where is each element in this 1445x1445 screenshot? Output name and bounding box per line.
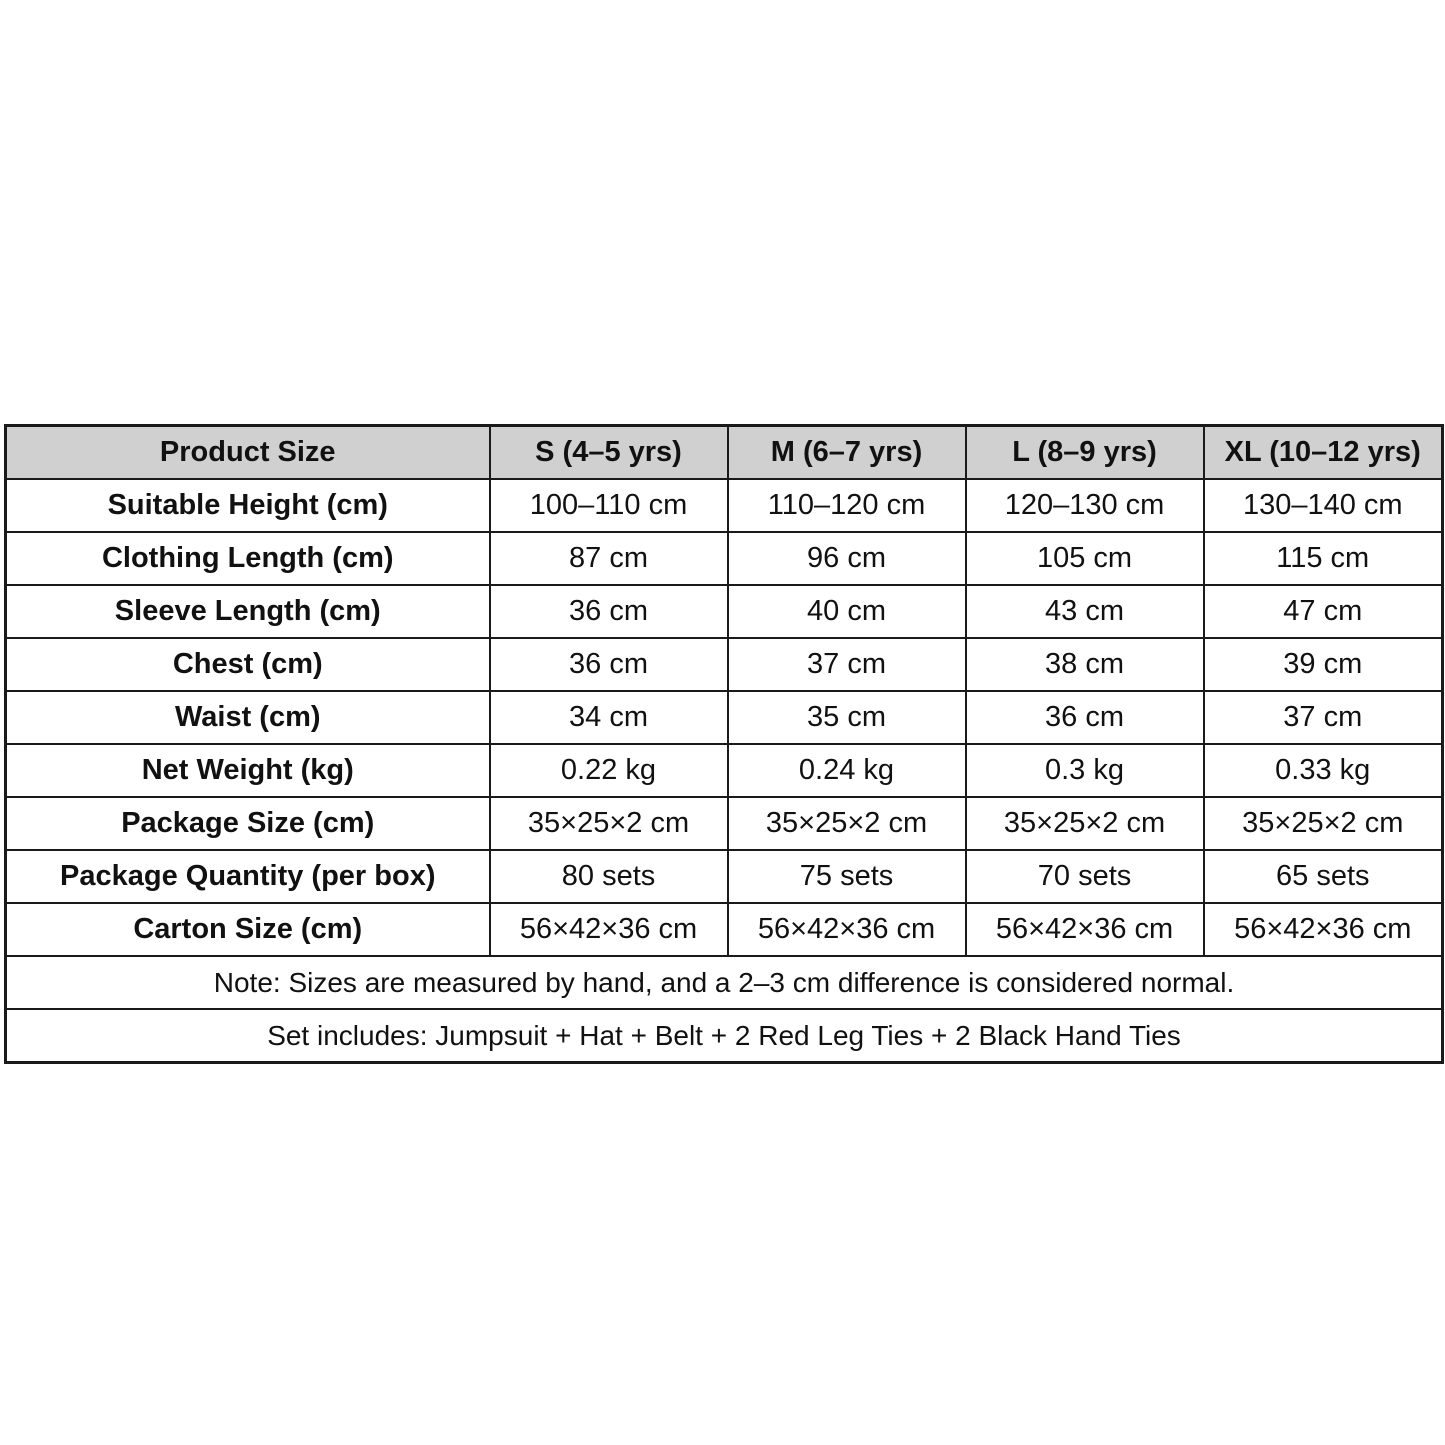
table-row: [6, 479, 1443, 532]
row-label: Package Quantity (per box): [6, 850, 490, 903]
table-cell: 115 cm: [1204, 532, 1443, 585]
table-cell: 120–130 cm: [966, 479, 1204, 532]
row-label: Carton Size (cm): [6, 903, 490, 956]
table-cell: 35×25×2 cm: [966, 797, 1204, 850]
header-row: [6, 426, 1443, 480]
table-cell: 47 cm: [1204, 585, 1443, 638]
table-cell: 37 cm: [1204, 691, 1443, 744]
row-label: Chest (cm): [6, 638, 490, 691]
table-cell: 70 sets: [966, 850, 1204, 903]
table-cell: 0.33 kg: [1204, 744, 1443, 797]
table-cell: 96 cm: [728, 532, 966, 585]
table-cell: 36 cm: [490, 585, 728, 638]
table-cell: 56×42×36 cm: [1204, 903, 1443, 956]
table-cell: 110–120 cm: [728, 479, 966, 532]
size-chart-header: [6, 426, 1443, 480]
table-cell: 100–110 cm: [490, 479, 728, 532]
table-cell: 37 cm: [728, 638, 966, 691]
includes-row: [6, 1009, 1443, 1063]
table-row: [6, 691, 1443, 744]
table-cell: 56×42×36 cm: [966, 903, 1204, 956]
table-cell: 130–140 cm: [1204, 479, 1443, 532]
table-cell: 35×25×2 cm: [490, 797, 728, 850]
table-row: [6, 532, 1443, 585]
table-cell: 0.3 kg: [966, 744, 1204, 797]
table-row: [6, 744, 1443, 797]
table-cell: 35 cm: [728, 691, 966, 744]
size-chart-table: [4, 424, 1444, 1064]
header-size-m: M (6–7 yrs): [728, 426, 966, 480]
row-label: Net Weight (kg): [6, 744, 490, 797]
table-row: [6, 585, 1443, 638]
table-row: [6, 903, 1443, 956]
table-cell: 65 sets: [1204, 850, 1443, 903]
table-cell: 75 sets: [728, 850, 966, 903]
note-row: [6, 956, 1443, 1009]
table-cell: 38 cm: [966, 638, 1204, 691]
table-cell: 35×25×2 cm: [1204, 797, 1443, 850]
table-cell: 43 cm: [966, 585, 1204, 638]
table-cell: 87 cm: [490, 532, 728, 585]
row-label: Waist (cm): [6, 691, 490, 744]
header-size-s: S (4–5 yrs): [490, 426, 728, 480]
table-row: [6, 850, 1443, 903]
row-label: Package Size (cm): [6, 797, 490, 850]
table-row: [6, 638, 1443, 691]
table-cell: 56×42×36 cm: [728, 903, 966, 956]
table-cell: 56×42×36 cm: [490, 903, 728, 956]
header-size-l: L (8–9 yrs): [966, 426, 1204, 480]
table-cell: 36 cm: [490, 638, 728, 691]
row-label: Suitable Height (cm): [6, 479, 490, 532]
row-label: Clothing Length (cm): [6, 532, 490, 585]
table-cell: 105 cm: [966, 532, 1204, 585]
table-cell: 0.22 kg: [490, 744, 728, 797]
table-row: [6, 797, 1443, 850]
size-chart-body: [6, 479, 1443, 1063]
table-cell: 34 cm: [490, 691, 728, 744]
table-cell: 80 sets: [490, 850, 728, 903]
table-cell: 0.24 kg: [728, 744, 966, 797]
table-cell: 35×25×2 cm: [728, 797, 966, 850]
table-cell: 40 cm: [728, 585, 966, 638]
header-product-size: Product Size: [6, 426, 490, 480]
table-cell: 39 cm: [1204, 638, 1443, 691]
table-cell: 36 cm: [966, 691, 1204, 744]
header-size-xl: XL (10–12 yrs): [1204, 426, 1443, 480]
row-label: Sleeve Length (cm): [6, 585, 490, 638]
set-includes-note: Set includes: Jumpsuit + Hat + Belt + 2 Red Leg Ties + 2 Black Hand Ties: [6, 1009, 1443, 1063]
measurement-note: Note: Sizes are measured by hand, and a 2–3 cm difference is considered normal.: [6, 956, 1443, 1009]
